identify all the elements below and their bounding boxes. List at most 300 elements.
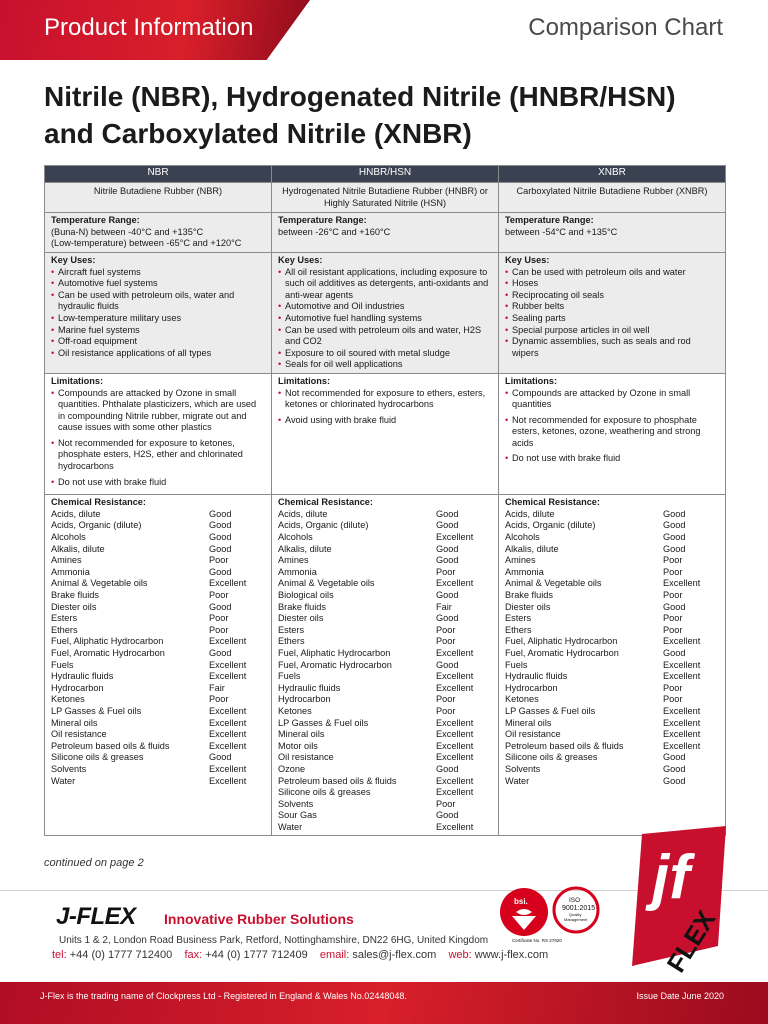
- key-use-item: [278, 301, 492, 313]
- limitation-item-text: Not recommended for exposure to ketones, phosphate esters, H2S, ether and chlorinated hydrocarbons: [58, 437, 243, 472]
- chemical-name: Alkalis, dilute: [278, 543, 332, 554]
- limitations-row: [45, 373, 726, 494]
- chemical-name: Ethers: [505, 624, 532, 635]
- bullet-icon: •: [51, 278, 55, 289]
- resistance-rating: Excellent: [209, 705, 247, 716]
- resistance-rating: Excellent: [436, 532, 474, 543]
- chemical-name: Fuel, Aromatic Hydrocarbon: [505, 647, 619, 658]
- resistance-rating: Poor: [209, 613, 229, 624]
- svg-text:bsi.: bsi.: [514, 897, 528, 906]
- bullet-icon: •: [51, 289, 55, 300]
- chemical-name: Ketones: [278, 705, 312, 716]
- chemical-resistance-cell: [499, 495, 726, 836]
- bullet-icon: •: [505, 336, 509, 347]
- resistance-rating: Good: [663, 532, 686, 543]
- key-use-item-text: Can be used with petroleum oils and water, H2S and CO2: [285, 324, 482, 347]
- chemical-name: Hydrocarbon: [278, 694, 331, 705]
- chemical-name: Diester oils: [505, 601, 551, 612]
- key-use-item-text: Exposure to oil soured with metal sludge: [285, 347, 450, 358]
- limitation-item: [505, 453, 719, 465]
- resistance-rating: Poor: [663, 555, 683, 566]
- bullet-icon: •: [278, 347, 282, 358]
- resistance-rating: Excellent: [663, 671, 701, 682]
- column-header-row: [45, 166, 726, 183]
- chemical-name: Water: [51, 775, 76, 786]
- chemical-name: Esters: [51, 613, 78, 624]
- key-use-item-text: Hoses: [512, 278, 539, 289]
- chemical-name: Animal & Vegetable oils: [505, 578, 602, 589]
- key-uses-list: [505, 267, 719, 360]
- chemical-name: Ammonia: [51, 566, 90, 577]
- chemical-name: Silicone oils & greases: [278, 787, 371, 798]
- resistance-rating: Good: [436, 508, 459, 519]
- limitations-label: Limitations:: [278, 375, 331, 386]
- key-use-item-text: Automotive fuel handling systems: [285, 312, 422, 323]
- resistance-rating: Excellent: [209, 775, 247, 786]
- chemical-name: Amines: [505, 555, 536, 566]
- chemical-resistance-label: Chemical Resistance:: [278, 497, 373, 508]
- comparison-table: [44, 165, 726, 836]
- resistance-rating: Good: [663, 601, 686, 612]
- key-uses-row: [45, 252, 726, 373]
- key-use-item: [51, 267, 265, 279]
- resistance-rating: Good: [663, 520, 686, 531]
- key-use-item: [278, 267, 492, 302]
- resistance-rating: Excellent: [663, 578, 701, 589]
- resistance-rating: Poor: [436, 566, 456, 577]
- resistance-rating: Poor: [209, 590, 229, 600]
- limitation-item: [278, 388, 492, 411]
- page-footer: [0, 982, 768, 1024]
- column-header-hnbr: HNBR/HSN: [272, 166, 499, 183]
- temperature-label: Temperature Range:: [51, 215, 140, 226]
- key-uses-label: Key Uses:: [278, 254, 323, 265]
- chemical-name: Sour Gas: [278, 810, 317, 821]
- limitation-item-text: Compounds are attacked by Ozone in small quantities: [512, 387, 691, 410]
- chemical-name: Mineral oils: [505, 717, 552, 728]
- key-use-item: [278, 313, 492, 325]
- chemical-name: Ozone: [278, 763, 306, 774]
- bullet-icon: •: [505, 301, 509, 312]
- resistance-rating: Poor: [209, 694, 229, 705]
- contact-line: [52, 949, 548, 961]
- svg-text:ISO: ISO: [569, 897, 581, 904]
- chemical-name: Fuel, Aromatic Hydrocarbon: [278, 659, 392, 670]
- limitation-item-text: Not recommended for exposure to phosphate esters, ketones, ozone, weathering and strong acids: [512, 414, 701, 448]
- web-label: web:: [448, 949, 472, 961]
- key-uses-cell: [272, 252, 499, 373]
- svg-text:Management: Management: [564, 917, 588, 922]
- chemical-name: Esters: [505, 613, 532, 624]
- resistance-rating: Excellent: [209, 578, 247, 589]
- limitation-item: [51, 477, 265, 489]
- chemical-name: Ketones: [505, 694, 539, 705]
- chemical-name: Amines: [51, 555, 82, 566]
- chemical-name: Alcohols: [505, 532, 540, 543]
- key-use-item-text: All oil resistant applications, including exposure to such oil additives as detergents, anti-oxidants and anti-wear agents: [285, 266, 489, 300]
- bullet-icon: •: [51, 437, 55, 448]
- limitation-item-text: Not recommended for exposure to ethers, esters, ketones or chlorinated hydrocarbons: [285, 387, 486, 410]
- chemical-name: Solvents: [505, 763, 541, 774]
- column-header-xnbr: XNBR: [499, 166, 726, 183]
- bullet-icon: •: [51, 312, 55, 323]
- resistance-rating: Poor: [663, 613, 683, 624]
- svg-text:Certificate No. RS 27920: Certificate No. RS 27920: [512, 938, 562, 943]
- resistance-rating: Poor: [209, 555, 229, 566]
- limitations-label: Limitations:: [505, 375, 558, 386]
- resistance-rating: Poor: [436, 636, 456, 647]
- resistance-rating: Excellent: [436, 752, 474, 763]
- chemical-name: Fuels: [51, 659, 74, 670]
- key-use-item: [51, 348, 265, 360]
- tel-value[interactable]: +44 (0) 1777 712400: [69, 949, 173, 961]
- chemical-name: Water: [505, 775, 530, 786]
- resistance-rating: Poor: [663, 624, 683, 635]
- chemical-name: Diester oils: [278, 613, 324, 624]
- full-name-row: [45, 183, 726, 213]
- key-use-item: [278, 359, 492, 371]
- resistance-rating: Poor: [663, 590, 683, 600]
- resistance-rating: Good: [663, 543, 686, 554]
- resistance-rating: Poor: [436, 694, 456, 705]
- resistance-rating: Good: [436, 613, 459, 624]
- resistance-rating: Poor: [663, 694, 683, 705]
- key-use-item: [51, 325, 265, 337]
- chemical-name: Fuel, Aliphatic Hydrocarbon: [51, 636, 164, 647]
- resistance-rating: Excellent: [436, 647, 474, 658]
- resistance-rating: Good: [209, 566, 232, 577]
- temperature-value: between -26°C and +160°C: [278, 226, 391, 237]
- temperature-cell: [272, 213, 499, 253]
- limitation-item-text: Do not use with brake fluid: [512, 453, 621, 464]
- key-use-item: [505, 290, 719, 302]
- chemical-name: Hydrocarbon: [505, 682, 558, 693]
- limitations-list: [278, 388, 492, 427]
- bullet-icon: •: [278, 266, 282, 277]
- resistance-rating: Good: [436, 555, 459, 566]
- chemical-name: Diester oils: [51, 601, 97, 612]
- limitation-item-text: Avoid using with brake fluid: [285, 414, 397, 425]
- key-uses-cell: [499, 252, 726, 373]
- chemical-name: Mineral oils: [278, 729, 325, 740]
- header-left-title: Product Information: [44, 14, 254, 41]
- resistance-rating: Poor: [663, 566, 683, 577]
- key-use-item: [51, 290, 265, 313]
- chemical-name: Acids, Organic (dilute): [278, 520, 369, 531]
- svg-text:jf: jf: [652, 843, 690, 912]
- key-use-item-text: Reciprocating oil seals: [512, 289, 604, 300]
- resistance-rating: Poor: [663, 682, 683, 693]
- chemical-name: Acids, dilute: [505, 508, 555, 519]
- bullet-icon: •: [505, 289, 509, 300]
- resistance-rating: Excellent: [209, 717, 247, 728]
- fax-label: fax:: [184, 949, 203, 961]
- chemical-name: Silicone oils & greases: [51, 752, 144, 763]
- email-label: email:: [319, 949, 350, 961]
- resistance-rating: Excellent: [436, 717, 474, 728]
- key-use-item-text: Marine fuel systems: [58, 324, 140, 335]
- limitations-list: [51, 388, 265, 489]
- chemical-name: Ketones: [51, 694, 85, 705]
- chemical-name: Petroleum based oils & fluids: [505, 740, 624, 751]
- resistance-rating: Excellent: [663, 729, 701, 740]
- key-use-item-text: Automotive and Oil industries: [285, 301, 405, 312]
- chemical-name: Esters: [278, 624, 305, 635]
- chemical-name: Hydraulic fluids: [51, 671, 114, 682]
- resistance-rating: Excellent: [209, 763, 247, 774]
- bullet-icon: •: [278, 301, 282, 312]
- resistance-rating: Good: [436, 543, 459, 554]
- email-link[interactable]: sales@j-flex.com: [352, 949, 437, 961]
- chemical-name: Amines: [278, 555, 309, 566]
- chemical-name: LP Gasses & Fuel oils: [505, 705, 596, 716]
- page-title: [44, 78, 734, 152]
- chemical-resistance-label: Chemical Resistance:: [51, 497, 146, 508]
- chemical-name: Fuel, Aliphatic Hydrocarbon: [278, 647, 391, 658]
- resistance-rating: Good: [436, 810, 459, 821]
- bullet-icon: •: [505, 324, 509, 335]
- svg-text:9001:2015: 9001:2015: [562, 905, 596, 912]
- resistance-rating: Poor: [436, 624, 456, 635]
- bullet-icon: •: [278, 312, 282, 323]
- chemical-name: Hydraulic fluids: [278, 682, 341, 693]
- chemical-name: Fuel, Aliphatic Hydrocarbon: [505, 636, 618, 647]
- key-use-item: [505, 325, 719, 337]
- full-name-hnbr: Hydrogenated Nitrile Butadiene Rubber (HNBR) or Highly Saturated Nitrile (HSN): [272, 183, 499, 213]
- bullet-icon: •: [51, 266, 55, 277]
- key-use-item: [505, 336, 719, 359]
- bullet-icon: •: [278, 414, 282, 425]
- resistance-rating: Good: [209, 508, 232, 519]
- key-use-item: [505, 313, 719, 325]
- key-uses-label: Key Uses:: [505, 254, 550, 265]
- resistance-rating: Good: [436, 763, 459, 774]
- resistance-rating: Good: [209, 647, 232, 658]
- bullet-icon: •: [51, 347, 55, 358]
- bullet-icon: •: [505, 414, 509, 425]
- chemical-name: Animal & Vegetable oils: [278, 578, 375, 589]
- chemical-name: Alcohols: [51, 532, 86, 543]
- resistance-rating: Excellent: [436, 682, 474, 693]
- temperature-label: Temperature Range:: [278, 215, 367, 226]
- limitation-item: [51, 438, 265, 473]
- fax-value: +44 (0) 1777 712409: [205, 949, 308, 961]
- chemical-name: Fuels: [505, 659, 528, 670]
- resistance-rating: Excellent: [209, 659, 247, 670]
- resistance-rating: Excellent: [663, 636, 701, 647]
- resistance-rating: Good: [663, 775, 686, 786]
- resistance-rating: Excellent: [663, 740, 701, 751]
- full-name-xnbr: Carboxylated Nitrile Butadiene Rubber (XNBR): [499, 183, 726, 213]
- limitations-cell: [499, 373, 726, 494]
- full-name-nbr: Nitrile Butadiene Rubber (NBR): [45, 183, 272, 213]
- temperature-label: Temperature Range:: [505, 215, 594, 226]
- resistance-rating: Poor: [209, 624, 229, 635]
- limitation-item: [505, 415, 719, 450]
- svg-text:FLEX: FLEX: [660, 905, 722, 978]
- key-uses-label: Key Uses:: [51, 254, 96, 265]
- limitations-list: [505, 388, 719, 466]
- footer-issue-date: Issue Date June 2020: [636, 991, 724, 1001]
- company-brand: J-FLEX: [56, 903, 136, 930]
- bullet-icon: •: [278, 324, 282, 335]
- resistance-rating: Good: [209, 543, 232, 554]
- key-use-item: [505, 267, 719, 279]
- chemical-name: Silicone oils & greases: [505, 752, 598, 763]
- chemical-resistance-list: [278, 509, 492, 834]
- resistance-rating: Good: [209, 752, 232, 763]
- key-use-item-text: Off-road equipment: [58, 336, 137, 347]
- key-use-item-text: Can be used with petroleum oils, water and hydraulic fluids: [58, 289, 235, 312]
- resistance-rating: Excellent: [663, 659, 701, 670]
- key-use-item: [505, 278, 719, 290]
- resistance-rating: Good: [663, 752, 686, 763]
- temperature-cell: [45, 213, 272, 253]
- chemical-name: Motor oils: [278, 740, 318, 751]
- chemical-name: Ethers: [51, 624, 78, 635]
- chemical-name: Solvents: [278, 798, 314, 809]
- key-use-item: [278, 325, 492, 348]
- key-use-item-text: Automotive fuel systems: [58, 278, 158, 289]
- key-use-item: [51, 313, 265, 325]
- chemical-name: Petroleum based oils & fluids: [51, 740, 170, 751]
- resistance-rating: Good: [663, 508, 686, 519]
- resistance-rating: Good: [663, 763, 686, 774]
- limitation-item-text: Do not use with brake fluid: [58, 476, 167, 487]
- resistance-rating: Excellent: [209, 740, 247, 751]
- chemical-name: Alkalis, dilute: [51, 543, 105, 554]
- chemical-name: Hydrocarbon: [51, 682, 104, 693]
- chemical-name: Oil resistance: [505, 729, 561, 740]
- resistance-rating: Excellent: [436, 578, 474, 589]
- key-use-item-text: Dynamic assemblies, such as seals and rod wipers: [512, 336, 691, 358]
- limitation-item: [278, 415, 492, 427]
- resistance-rating: Good: [436, 520, 459, 531]
- limitation-item-text: Compounds are attacked by Ozone in small quantities. Phthalate plasticizers, which are used in compounding Nitrile rubber, migrate out and cause issues with some other plastics: [58, 387, 257, 433]
- chemical-name: Solvents: [51, 763, 87, 774]
- bsi-iso-certification-badge: [498, 884, 606, 944]
- resistance-rating: Excellent: [663, 705, 701, 716]
- chemical-name: Petroleum based oils & fluids: [278, 775, 397, 786]
- chemical-name: Acids, dilute: [278, 508, 328, 519]
- chemical-resistance-cell: [272, 495, 499, 836]
- resistance-rating: Good: [436, 659, 459, 670]
- resistance-rating: Good: [209, 601, 232, 612]
- tel-label: tel:: [52, 949, 67, 961]
- temperature-row: [45, 213, 726, 253]
- key-uses-list: [51, 267, 265, 360]
- bullet-icon: •: [505, 278, 509, 289]
- chemical-name: Animal & Vegetable oils: [51, 578, 148, 589]
- temperature-cell: [499, 213, 726, 253]
- footer-legal-text: J-Flex is the trading name of Clockpress Ltd - Registered in England & Wales No.02448048.: [40, 991, 407, 1001]
- chemical-name: Ammonia: [278, 566, 317, 577]
- bullet-icon: •: [505, 453, 509, 464]
- resistance-rating: Excellent: [209, 729, 247, 740]
- chemical-resistance-cell: [45, 495, 272, 836]
- key-use-item-text: Low-temperature military uses: [58, 312, 182, 323]
- chemical-name: LP Gasses & Fuel oils: [278, 717, 369, 728]
- chemical-name: Brake fluids: [278, 601, 327, 612]
- limitations-cell: [45, 373, 272, 494]
- resistance-rating: Excellent: [209, 671, 247, 682]
- chemical-name: Brake fluids: [51, 590, 100, 600]
- bullet-icon: •: [51, 324, 55, 335]
- chemical-name: LP Gasses & Fuel oils: [51, 705, 142, 716]
- chemical-name: Brake fluids: [505, 590, 554, 600]
- key-use-item-text: Oil resistance applications of all types: [58, 347, 212, 358]
- company-address: Units 1 & 2, London Road Business Park, Retford, Nottinghamshire, DN22 6HG, United Kingdom: [59, 935, 489, 946]
- key-use-item-text: Can be used with petroleum oils and water: [512, 266, 686, 277]
- continued-note: continued on page 2: [44, 857, 144, 869]
- bullet-icon: •: [505, 387, 509, 398]
- bullet-icon: •: [505, 312, 509, 323]
- chemical-name: Oil resistance: [278, 752, 334, 763]
- bullet-icon: •: [51, 336, 55, 347]
- temperature-value: (Buna-N) between -40°C and +135°C: [51, 226, 204, 237]
- column-header-nbr: NBR: [45, 166, 272, 183]
- chemical-name: Ammonia: [505, 566, 544, 577]
- chemical-name: Fuel, Aromatic Hydrocarbon: [51, 647, 165, 658]
- web-link[interactable]: www.j-flex.com: [474, 949, 549, 961]
- resistance-rating: Excellent: [663, 717, 701, 728]
- resistance-rating: Fair: [209, 682, 225, 693]
- chemical-name: Fuels: [278, 671, 301, 682]
- resistance-rating: Poor: [436, 705, 456, 716]
- chemical-resistance-list: [51, 509, 265, 787]
- key-use-item: [51, 336, 265, 348]
- bullet-icon: •: [278, 359, 282, 370]
- limitation-item: [505, 388, 719, 411]
- key-use-item: [51, 278, 265, 290]
- temperature-value: between -54°C and +135°C: [505, 226, 618, 237]
- jflex-logo: [622, 826, 732, 978]
- chemical-resistance-row: [45, 495, 726, 836]
- resistance-rating: Excellent: [209, 636, 247, 647]
- resistance-rating: Good: [436, 590, 459, 600]
- resistance-rating: Excellent: [436, 821, 474, 832]
- resistance-rating: Excellent: [436, 787, 474, 798]
- svg-text:Quality: Quality: [569, 912, 582, 917]
- key-use-item: [505, 301, 719, 313]
- key-use-item-text: Rubber belts: [512, 301, 565, 312]
- resistance-rating: Fair: [436, 601, 452, 612]
- resistance-rating: Poor: [436, 798, 456, 809]
- key-use-item-text: Special purpose articles in oil well: [512, 324, 650, 335]
- resistance-rating: Good: [209, 520, 232, 531]
- chemical-name: Hydraulic fluids: [505, 671, 568, 682]
- temperature-value: (Low-temperature) between -65°C and +120°C: [51, 238, 242, 249]
- key-use-item-text: Seals for oil well applications: [285, 359, 403, 370]
- chemical-resistance-label: Chemical Resistance:: [505, 497, 600, 508]
- chemical-name: Ethers: [278, 636, 305, 647]
- resistance-rating: Excellent: [436, 671, 474, 682]
- chemical-resistance-list: [505, 509, 719, 787]
- resistance-rating: Good: [209, 532, 232, 543]
- page-title-line-2: and Carboxylated Nitrile (XNBR): [44, 118, 472, 149]
- limitation-item: [51, 388, 265, 434]
- resistance-rating: Excellent: [436, 775, 474, 786]
- bullet-icon: •: [278, 387, 282, 398]
- resistance-rating: Good: [663, 647, 686, 658]
- key-uses-cell: [45, 252, 272, 373]
- page-title-line-1: Nitrile (NBR), Hydrogenated Nitrile (HNBR/HSN): [44, 81, 676, 112]
- key-use-item: [278, 348, 492, 360]
- chemical-name: Acids, Organic (dilute): [505, 520, 596, 531]
- bullet-icon: •: [505, 266, 509, 277]
- chemical-name: Acids, dilute: [51, 508, 101, 519]
- resistance-rating: Excellent: [436, 729, 474, 740]
